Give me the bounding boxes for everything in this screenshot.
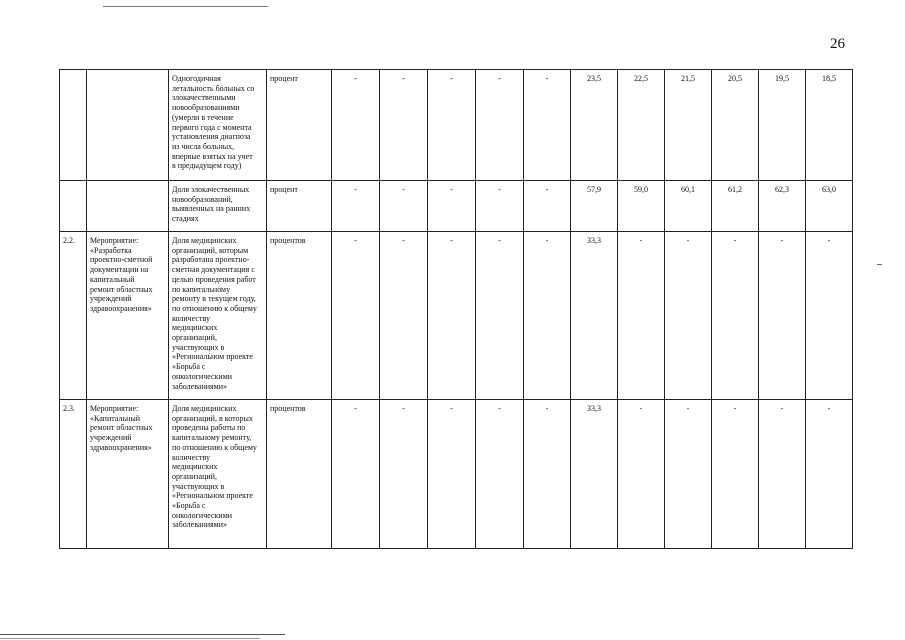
row-number-cell: 2.2. — [60, 232, 87, 400]
unit-cell: процент — [267, 70, 332, 181]
value-cell: - — [712, 232, 759, 400]
indicator-cell: Доля медицинских организаций, в которых проведены работы по капитальному ремонту, по отношению к общему количеству медицинских организаций, участвующих в «Региональном проекте «Борьба с онкологическими заболеваниями» — [169, 400, 267, 549]
value-cell: 19,5 — [759, 70, 806, 181]
indicators-table — [59, 69, 853, 549]
value-cell: - — [618, 400, 665, 549]
value-cell: - — [618, 232, 665, 400]
unit-cell: процентов — [267, 232, 332, 400]
value-cell: - — [759, 232, 806, 400]
value-cell: 61,2 — [712, 181, 759, 232]
value-cell: - — [476, 181, 524, 232]
unit-cell: процентов — [267, 400, 332, 549]
event-cell: Мероприятие: «Разработка проектно-сметной документации на капитальный ремонт областных учреждений здравоохранения» — [87, 232, 169, 400]
value-cell: - — [380, 70, 428, 181]
value-cell: 62,3 — [759, 181, 806, 232]
value-cell: 33,3 — [571, 400, 618, 549]
table-row — [60, 181, 853, 232]
event-cell — [87, 181, 169, 232]
value-cell: 33,3 — [571, 232, 618, 400]
top-rule — [103, 6, 268, 7]
value-cell: - — [332, 400, 380, 549]
value-cell: 18,5 — [806, 70, 853, 181]
value-cell: - — [524, 400, 571, 549]
bottom-rule — [0, 634, 285, 635]
indicator-cell: Доля злокачественных новообразований, выявленных на ранних стадиях — [169, 181, 267, 232]
value-cell: 59,0 — [618, 181, 665, 232]
value-cell: - — [380, 181, 428, 232]
page-number: 26 — [830, 36, 845, 52]
value-cell: - — [806, 232, 853, 400]
value-cell: - — [428, 70, 476, 181]
value-cell: - — [524, 181, 571, 232]
value-cell: - — [428, 232, 476, 400]
value-cell: - — [476, 70, 524, 181]
value-cell: - — [759, 400, 806, 549]
table-row — [60, 232, 853, 400]
indicator-cell: Доля медицинских организаций, которым разработана проектно- сметная документация с целью проведения работ по капитальному ремонту в текущем году, по отношению к общему количеству медицинских организаций, участвующих в «Региональном проекте «Борьба с онкологическими заболеваниями» — [169, 232, 267, 400]
value-cell: - — [476, 232, 524, 400]
value-cell: - — [332, 181, 380, 232]
value-cell: - — [524, 232, 571, 400]
value-cell: 21,5 — [665, 70, 712, 181]
indicator-cell: Одногодичная летальность больных со злокачественными новообразованиями (умерли в течение первого года с момента установления диагноза из числа больных, впервые взятых на учет в предыдущем году) — [169, 70, 267, 181]
bottom-rule-secondary — [0, 638, 260, 639]
value-cell: - — [380, 232, 428, 400]
value-cell: 23,5 — [571, 70, 618, 181]
value-cell: - — [806, 400, 853, 549]
value-cell: - — [524, 70, 571, 181]
row-number-cell — [60, 181, 87, 232]
table-row — [60, 70, 853, 181]
value-cell: - — [712, 400, 759, 549]
table-row — [60, 400, 853, 549]
value-cell: - — [476, 400, 524, 549]
value-cell: 57,9 — [571, 181, 618, 232]
value-cell: - — [665, 232, 712, 400]
value-cell: 20,5 — [712, 70, 759, 181]
value-cell: 63,0 — [806, 181, 853, 232]
value-cell: 60,1 — [665, 181, 712, 232]
event-cell — [87, 70, 169, 181]
value-cell: - — [380, 400, 428, 549]
unit-cell: процент — [267, 181, 332, 232]
value-cell: - — [428, 181, 476, 232]
row-number-cell: 2.3. — [60, 400, 87, 549]
scan-speck — [877, 264, 882, 265]
value-cell: - — [332, 232, 380, 400]
value-cell: - — [665, 400, 712, 549]
value-cell: - — [428, 400, 476, 549]
value-cell: - — [332, 70, 380, 181]
event-cell: Мероприятие: «Капитальный ремонт областных учреждений здравоохранения» — [87, 400, 169, 549]
value-cell: 22,5 — [618, 70, 665, 181]
row-number-cell — [60, 70, 87, 181]
